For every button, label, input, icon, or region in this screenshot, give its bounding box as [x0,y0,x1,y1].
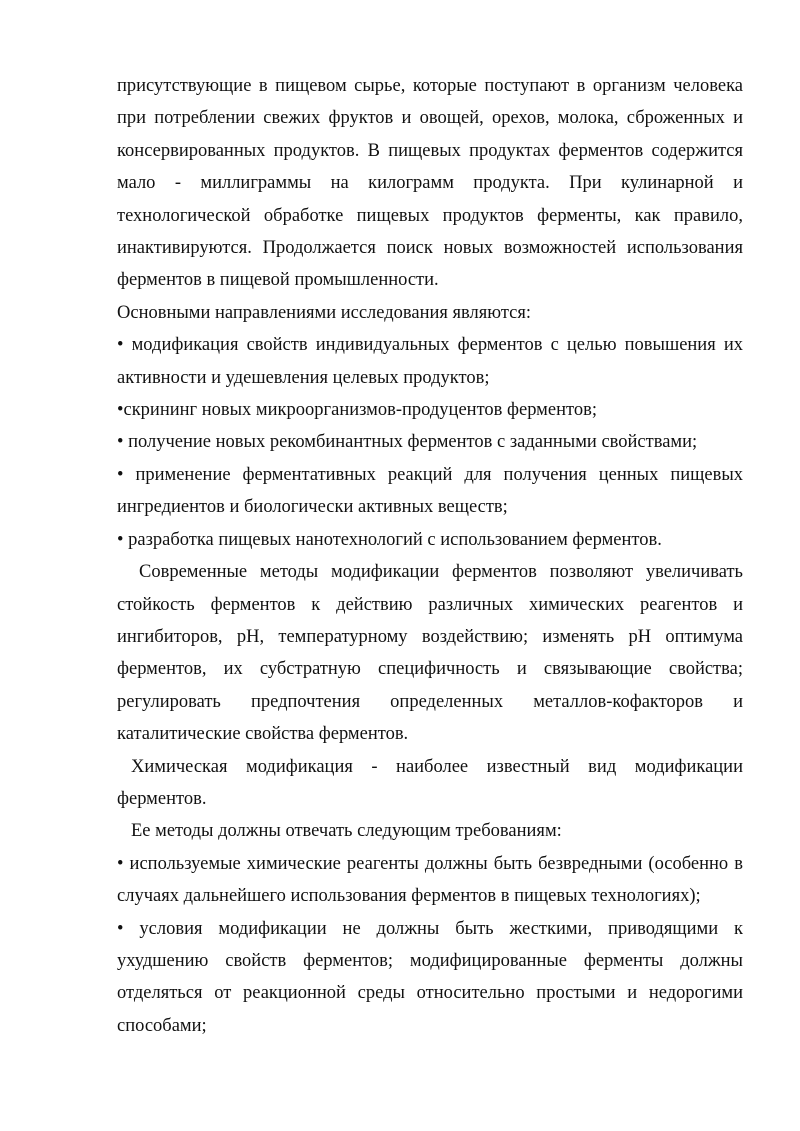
document-body [117,70,743,1042]
list-item-recombinant: • получение новых рекомбинантных ферментов с заданными свойствами; [117,432,698,453]
list-item-modification: • модификация свойств индивидуальных ферментов с целью повышения их активности и удешевления целевых продуктов; [117,335,743,388]
list-item-enzymatic-reactions: • применение ферментативных реакций для получения ценных пищевых ингредиентов и биологически активных веществ; [117,464,743,518]
list-item-nanotechnology: • разработка пищевых нанотехнологий с использованием ферментов. [117,529,662,550]
paragraph-research-directions-heading: Основными направлениями исследования являются: [117,302,532,323]
list-item-harmless-reagents: • используемые химические реагенты должны быть безвредными (особенно в случаях дальнейшего использования ферментов в пищевых технологиях); [117,853,743,907]
list-item-screening: •скрининг новых микроорганизмов-продуцентов ферментов; [117,400,597,421]
paragraph-requirements-heading: Ее методы должны отвечать следующим требованиям: [131,821,562,842]
paragraph-chemical-modification: Химическая модификация - наиболее известный вид модификации ферментов. [117,756,743,809]
list-item-mild-conditions: • условия модификации не должны быть жесткими, приводящими к ухудшению свойств ферментов; модифицированные ферменты должны отделяться от реакционной среды относительно простыми и недорогими способами; [117,918,743,1036]
paragraph-modification-methods: Современные методы модификации ферментов позволяют увеличивать стойкость ферментов к действию различных химических реагентов и ингибиторов, pH, температурному воздействию; изменять pH оптимума ферментов, их субстратную специфичность и связывающие свойства; регулировать предпочтения определенных металлов-кофакторов и каталитические свойства ферментов. [117,562,743,745]
paragraph-enzymes-in-food: присутствующие в пищевом сырье, которые поступают в организм человека при потреблении свежих фруктов и овощей, орехов, молока, сброженных и консервированных продуктов. В пищевых продуктах ферментов содержится мало - миллиграммы на килограмм продукта. При кулинарной и технологической обработке пищевых продуктов ферменты, как правило, инактивируются. Продолжается поиск новых возможностей использования ферментов в пищевой промышленности. [117,76,743,291]
